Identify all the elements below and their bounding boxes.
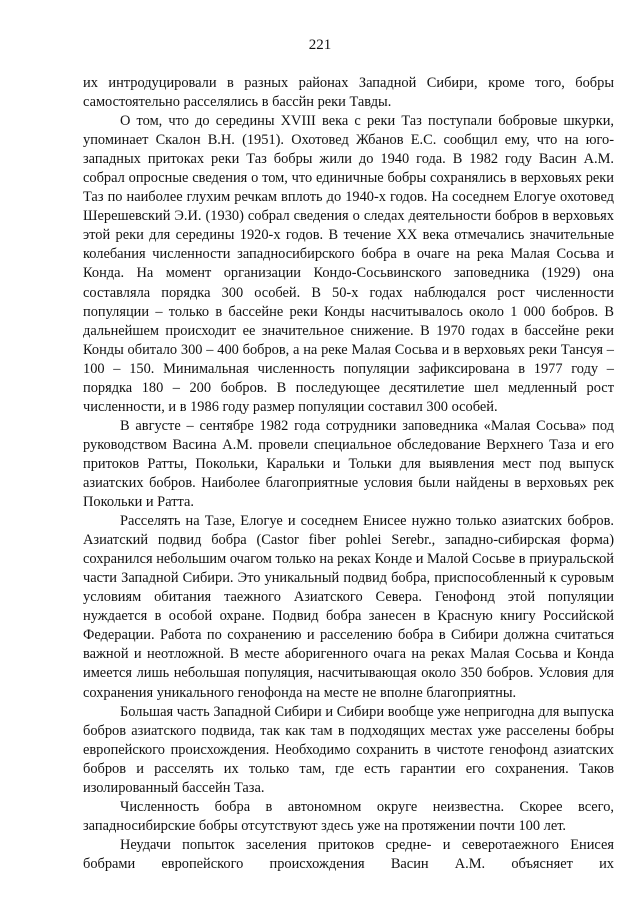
paragraph-6: Численность бобра в автономном округе неизвестна. Скорее всего, западносибирские бобры отсутствуют здесь уже на протяжении почти 100 лет.: [83, 798, 614, 834]
page-number: 221: [308, 37, 332, 53]
paragraph-2: О том, что до середины XVIII века с реки Таз поступали бобровые шкурки, упоминает Скалон В.Н. (1951). Охотовед Жбанов Е.С. сообщил ему, что на юго-западных притоках реки Таз бобры жили до 1940 года. В 1982 году Васин А.М. собрал опросные сведения о том, что единичные бобры сохранялись в верховьях реки Таз по наиболее глухим речкам вплоть до 1940-х годов. На соседнем Елогуе охотовед Шерешевский Э.И. (1930) собрал сведения о следах деятельности бобров в верховьях этой реки для середины 1920-х годов. В течение XX века отмечались значительные колебания численности западносибирского бобра в очаге на река Малая Сосьва и Конда. На момент организации Кондо-Сосьвинского заповедника (1929) она составляла порядка 300 особей. В 50-х годах наблюдался рост численности популяции – только в бассейне реки Конды насчитывалось около 1 000 бобров. В дальнейшем происходит ее значительное снижение. В 1970 годах в бассейне реки Конды обитало 300 – 400 бобров, а на реке Малая Сосьва и в верховьях реки Тансуя – 100 – 150. Минимальная численность популяции зафиксирована в 1977 году – порядка 180 – 200 бобров. В последующее десятилетие шел медленный рост численности, и в 1986 году размер популяции составил 300 особей.: [83, 113, 614, 415]
paragraph-5: Большая часть Западной Сибири и Сибири вообще уже непригодна для выпуска бобров азиатского подвида, так как там в подходящих местах уже расселены бобры европейского происхождения. Необходимо сохранить в чистоте генофонд азиатских бобров и расселять их только там, где есть гарантии его сохранения. Таков изолированный бассейн Таза.: [83, 703, 614, 796]
paragraph-4: Расселять на Тазе, Елогуе и соседнем Енисее нужно только азиатских бобров. Азиатский подвид бобра (Castor fiber pohlei Serebr., западно-сибирская форма) сохранился небольшим очагом только на реках Конде и Малой Сосьве в приуральской части Западной Сибири. Это уникальный подвид бобра, приспособленный к суровым условиям обитания таежного Азиатского Севера. Генофонд этой популяции нуждается в особой охране. Подвид бобра занесен в Красную книгу Российской Федерации. Работа по сохранению и расселению бобра в Сибири должна считаться важной и неотложной. В месте аборигенного очага на реках Малая Сосьва и Конда имеется лишь небольшая популяция, насчитывающая около 350 бобров. Условия для сохранения уникального генофонда на месте не вполне благоприятны.: [83, 513, 614, 701]
body-text: [83, 74, 614, 874]
paragraph-7: Неудачи попыток заселения притоков средне- и северотаежного Енисея бобрами европейского происхождения Васин А.М. объясняет их: [83, 836, 614, 872]
paragraph-1: их интродуцировали в разных районах Западной Сибири, кроме того, бобры самостоятельно расселялись в бассйн реки Тавды.: [83, 75, 614, 111]
paragraph-3: В августе – сентябре 1982 года сотрудники заповедника «Малая Сосьва» под руководством Васина А.М. провели специальное обследование Верхнего Таза и его притоков Ратты, Покольки, Каральки и Тольки для выявления мест под выпуск азиатских бобров. Наиболее благоприятные условия были найдены в верховьях рек Покольки и Ратта.: [83, 417, 614, 511]
